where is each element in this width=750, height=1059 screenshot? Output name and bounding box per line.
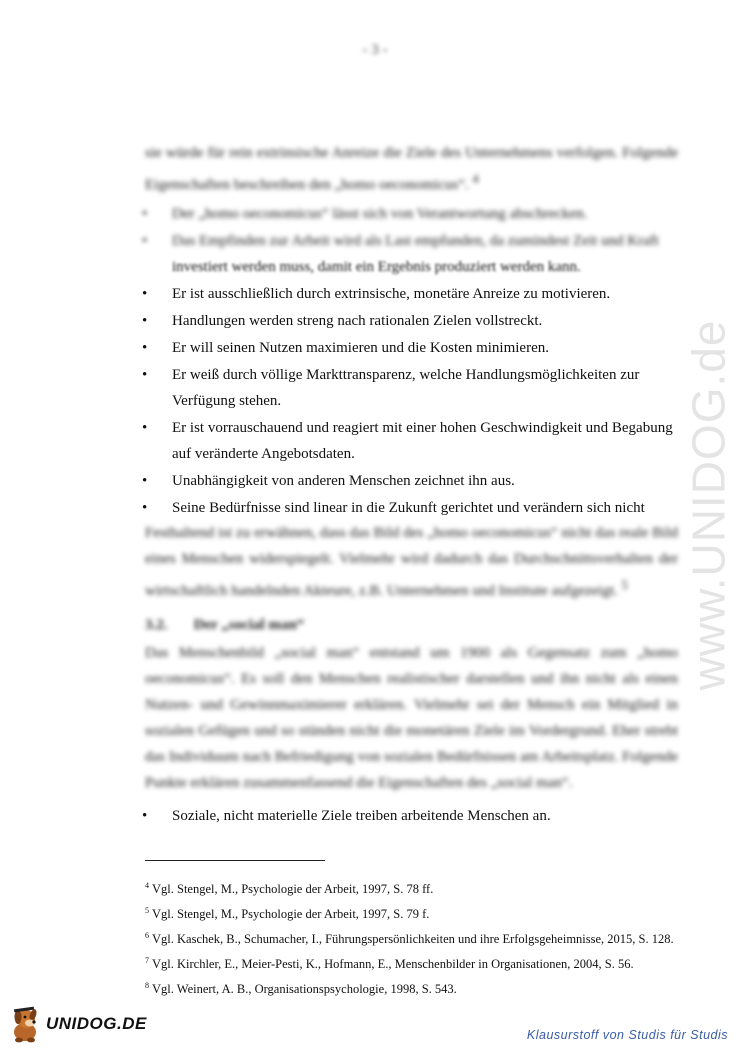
footnote-text: Vgl. Stengel, M., Psychologie der Arbeit, 1997, S. 78 ff. xyxy=(152,882,434,896)
bullet-dot-icon: • xyxy=(142,313,148,329)
watermark-text: www.UNIDOG.de xyxy=(682,319,735,691)
section-number: 3.2. xyxy=(145,617,168,633)
footnote-item xyxy=(145,975,705,1000)
footnote-number: 4 xyxy=(145,881,149,890)
footnote-ref-4: 4 xyxy=(472,172,479,186)
footnotes xyxy=(145,875,705,1000)
footnote-item xyxy=(145,900,705,925)
list-item-text: Unabhängigkeit von anderen Menschen zeichnet ihn aus. xyxy=(172,473,515,489)
footnote-ref-5: 5 xyxy=(621,578,628,592)
dog-mascot-icon xyxy=(8,1004,44,1044)
bullet-dot-icon: • xyxy=(142,206,148,222)
list-item-text: Seine Bedürfnisse sind linear in die Zukunft gerichtet und verändern sich nicht xyxy=(172,500,645,516)
list-item-text: Er ist vorrauschauend und reagiert mit einer hohen Geschwindigkeit und Begabung auf veränderte Angebotsdaten. xyxy=(172,420,673,462)
list-item xyxy=(140,415,680,467)
intro-paragraph xyxy=(145,140,678,198)
footer-slogan: Klausurstoff von Studis für Studis xyxy=(526,1028,728,1042)
footnote-text: Vgl. Weinert, A. B., Organisationspsychologie, 1998, S. 543. xyxy=(152,982,457,996)
list-item xyxy=(140,201,680,227)
bullet-dot-icon: • xyxy=(142,367,148,383)
section-heading xyxy=(145,617,304,634)
list-item xyxy=(140,803,680,829)
section-bullet-list xyxy=(140,803,680,830)
bullet-dot-icon: • xyxy=(142,340,148,356)
page-number: - 3 - xyxy=(362,42,388,58)
list-item xyxy=(140,495,680,521)
closing-paragraph xyxy=(145,520,678,604)
list-item-text: Soziale, nicht materielle Ziele treiben arbeitende Menschen an. xyxy=(172,808,551,824)
section-paragraph: Das Menschenbild „social man“ entstand um 1900 als Gegensatz zum „homo oeconomicus“. Es soll den Menschen realistischer darstellen und ihn nicht als einen Nutzen- und Gewinnmaximierer erklären. Vielmehr sei der Mensch ein Mitglied in sozialen Gefügen und so stünden nicht die monetären Ziele im Vordergrund. Eher strebt das Individuum nach Befriedigung von sozialen Bedürfnissen am Arbeitsplatz. Folgende Punkte erklären zusammenfassend die Eigenschaften des „social man“. xyxy=(145,645,678,791)
list-item-continuation: investiert werden muss, damit ein Ergebnis produziert werden kann. xyxy=(172,259,581,275)
section-title: Der „social man“ xyxy=(193,617,305,633)
list-item xyxy=(140,335,680,361)
footnote-number: 6 xyxy=(145,931,149,940)
footnote-item xyxy=(145,925,705,950)
list-item xyxy=(140,228,680,280)
bullet-dot-icon: • xyxy=(142,233,148,249)
footnote-number: 8 xyxy=(145,981,149,990)
bullet-dot-icon: • xyxy=(142,286,148,302)
bullet-dot-icon: • xyxy=(142,808,148,824)
brand-name: UNIDOG.DE xyxy=(46,1014,147,1033)
footnote-item xyxy=(145,875,705,900)
list-item-text: Er ist ausschließlich durch extrinsische, monetäre Anreize zu motivieren. xyxy=(172,286,611,302)
footnote-number: 5 xyxy=(145,906,149,915)
footnote-text: Vgl. Kaschek, B., Schumacher, I., Führungspersönlichkeiten und ihre Erfolgsgeheimnisse, 2015, S. 128. xyxy=(152,932,674,946)
list-item-text: Er will seinen Nutzen maximieren und die Kosten minimieren. xyxy=(172,340,549,356)
list-item xyxy=(140,468,680,494)
list-item-text: Das Empfinden zur Arbeit wird als Last empfunden, da zumindest Zeit und Kraft xyxy=(172,233,659,249)
list-item xyxy=(140,308,680,334)
footnote-text: Vgl. Stengel, M., Psychologie der Arbeit, 1997, S. 79 f. xyxy=(152,907,430,921)
list-item xyxy=(140,281,680,307)
footnote-divider xyxy=(145,860,325,861)
footnote-item xyxy=(145,950,705,975)
list-item-text: Der „homo oeconomicus“ lässt sich von Verantwortung abschrecken. xyxy=(172,206,588,222)
bullet-dot-icon: • xyxy=(142,420,148,436)
footnote-number: 7 xyxy=(145,956,149,965)
list-item-text: Er weiß durch völlige Markttransparenz, welche Handlungsmöglichkeiten zur Verfügung stehen. xyxy=(172,367,640,409)
list-item-text: Handlungen werden streng nach rationalen Zielen vollstreckt. xyxy=(172,313,543,329)
list-item xyxy=(140,362,680,414)
bullet-dot-icon: • xyxy=(142,473,148,489)
unidog-logo xyxy=(8,1004,147,1044)
intro-paragraph-text: sie würde für rein extrinsische Anreize die Ziele des Unternehmens verfolgen. Folgende Eigenschaften beschreiben den „homo oeconomicus“. xyxy=(145,145,678,193)
bullet-dot-icon: • xyxy=(142,500,148,516)
bullet-list xyxy=(140,201,680,522)
closing-paragraph-text: Festhaltend ist zu erwähnen, dass das Bild des „homo oeconomicus“ nicht das reale Bild eines Menschen widerspiegelt. Vielmehr wird dadurch das Durchschnittsverhalten der wirtschaftlich handelnden Akteure, z.B. Unternehmen und Institute aufgezeigt. xyxy=(145,525,678,599)
footnote-text: Vgl. Kirchler, E., Meier-Pesti, K., Hofmann, E., Menschenbilder in Organisationen, 2004, S. 56. xyxy=(152,957,634,971)
